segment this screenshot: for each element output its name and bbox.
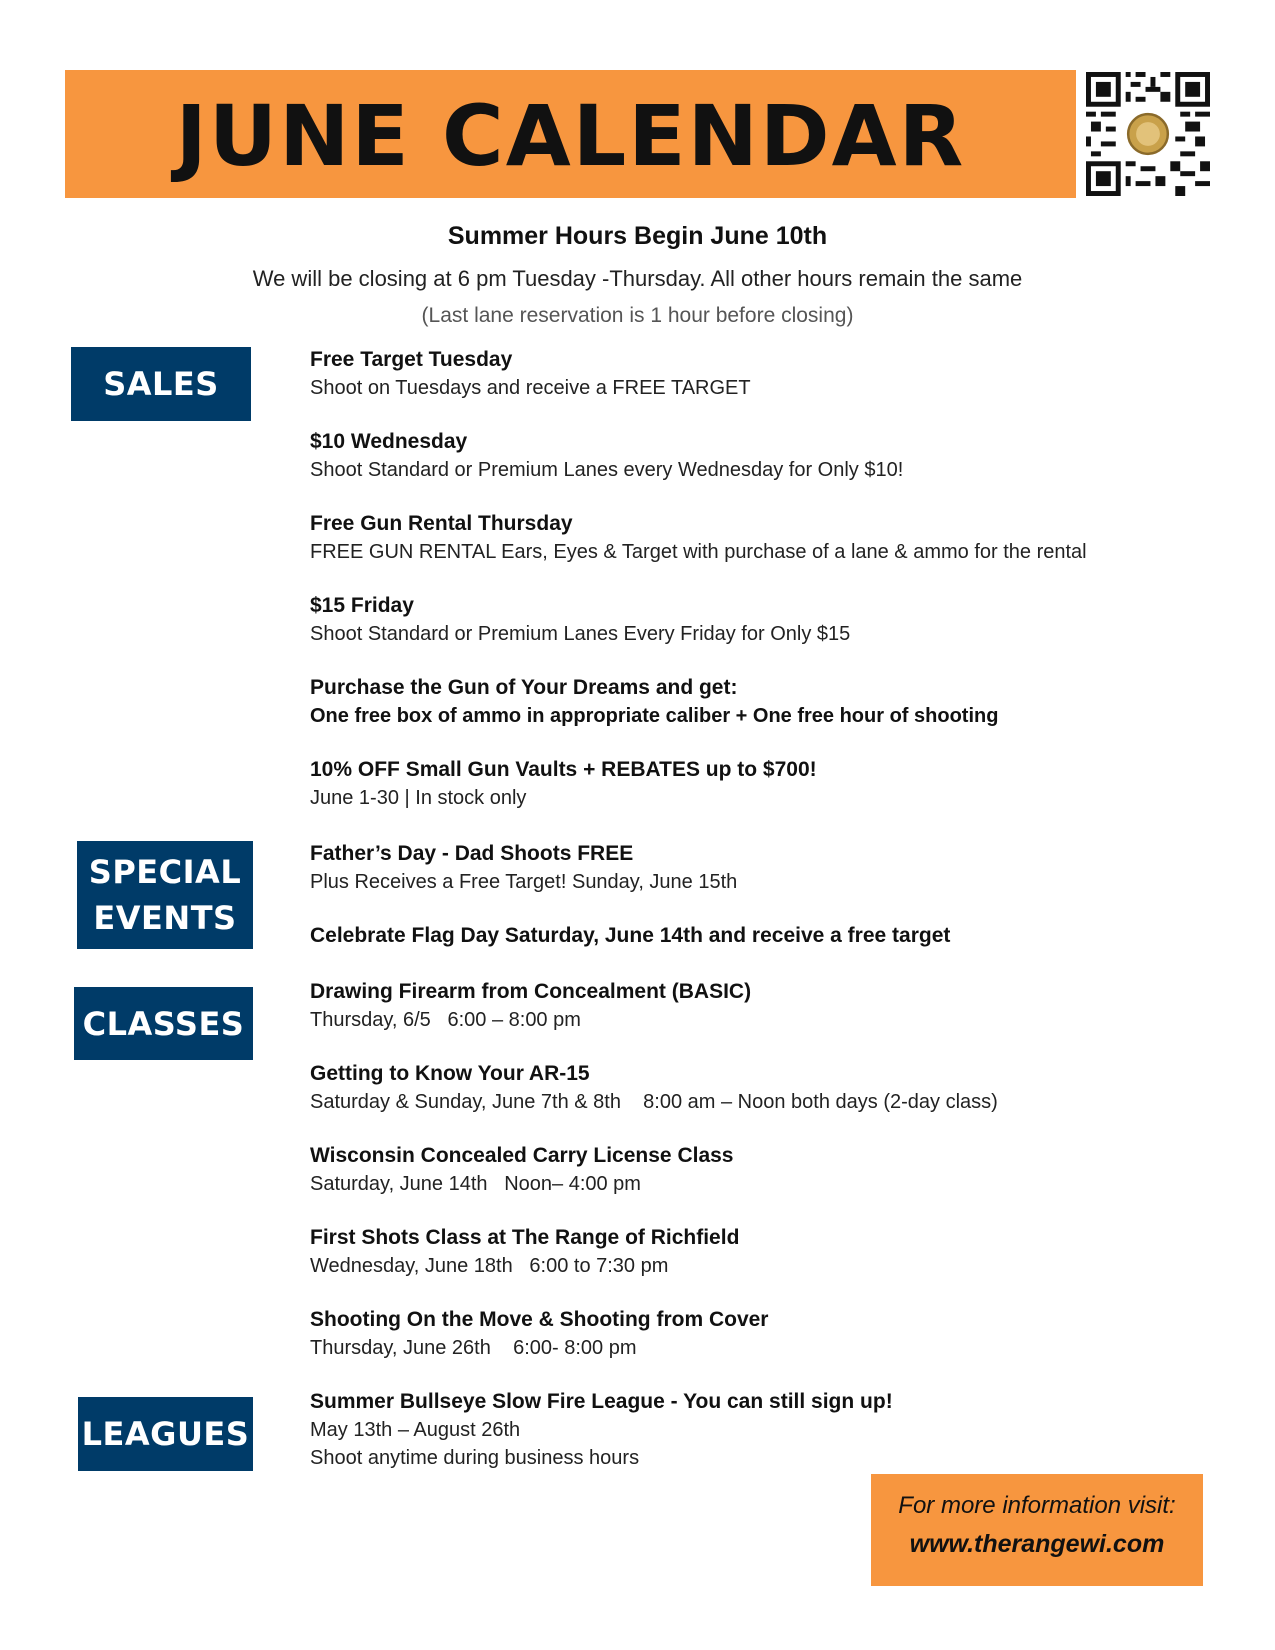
item-title: Summer Bullseye Slow Fire League - You can still sign up! xyxy=(310,1390,893,1413)
item-title: Father’s Day - Dad Shoots FREE xyxy=(310,842,634,865)
item-title: $10 Wednesday xyxy=(310,430,468,453)
sales-item xyxy=(310,756,1140,812)
item-title: First Shots Class at The Range of Richfield xyxy=(310,1226,740,1249)
page-title: JUNE CALENDAR xyxy=(175,87,966,185)
item-desc: June 1-30 | In stock only xyxy=(310,787,527,809)
class-item xyxy=(310,1060,1140,1116)
item-title: Free Target Tuesday xyxy=(310,348,513,371)
item-desc: FREE GUN RENTAL Ears, Eyes & Target with purchase of a lane & ammo for the rental xyxy=(310,541,1087,563)
item-desc-2: Shoot anytime during business hours xyxy=(310,1447,640,1469)
sales-item xyxy=(310,510,1140,566)
sales-item xyxy=(310,428,1140,484)
item-title: $15 Friday xyxy=(310,594,414,617)
website-link[interactable]: www.therangewi.com xyxy=(909,1530,1165,1558)
summer-hours-line: We will be closing at 6 pm Tuesday -Thursday. All other hours remain the same xyxy=(252,266,1023,291)
class-item xyxy=(310,1142,1140,1198)
item-desc: Thursday, 6/5 6:00 – 8:00 pm xyxy=(310,1009,581,1031)
item-title: Getting to Know Your AR-15 xyxy=(310,1062,590,1085)
item-title: Shooting On the Move & Shooting from Cover xyxy=(310,1308,769,1331)
special-events-label xyxy=(77,841,253,949)
special-events-label-line1: SPECIAL xyxy=(88,853,242,891)
sales-label xyxy=(71,347,251,421)
item-title: Purchase the Gun of Your Dreams and get: xyxy=(310,676,738,699)
item-desc: Saturday, June 14th Noon– 4:00 pm xyxy=(310,1173,641,1195)
item-desc: Saturday & Sunday, June 7th & 8th 8:00 am – Noon both days (2-day class) xyxy=(310,1091,998,1113)
qr-code-icon[interactable] xyxy=(1086,72,1210,196)
item-desc: Thursday, June 26th 6:00- 8:00 pm xyxy=(310,1337,637,1359)
item-title: Drawing Firearm from Concealment (BASIC) xyxy=(310,980,752,1003)
item-desc: One free box of ammo in appropriate caliber + One free hour of shooting xyxy=(310,705,999,727)
item-desc: Wednesday, June 18th 6:00 to 7:30 pm xyxy=(310,1255,669,1277)
leagues-label-text: LEAGUES xyxy=(81,1415,250,1453)
leagues-label xyxy=(78,1397,253,1471)
item-title: Free Gun Rental Thursday xyxy=(310,512,573,535)
item-title: Wisconsin Concealed Carry License Class xyxy=(310,1144,734,1167)
item-desc: May 13th – August 26th xyxy=(310,1419,521,1441)
info-text: For more information visit: xyxy=(898,1492,1176,1519)
class-item xyxy=(310,1306,1140,1362)
special-event-item xyxy=(310,922,1140,950)
sales-item xyxy=(310,674,1140,730)
classes-label xyxy=(74,987,253,1060)
sales-label-text: SALES xyxy=(103,365,219,403)
sales-item xyxy=(310,592,1140,648)
sales-item xyxy=(310,346,1140,402)
info-box xyxy=(871,1474,1203,1586)
special-events-label-line2: EVENTS xyxy=(93,899,237,937)
item-title: 10% OFF Small Gun Vaults + REBATES up to $700! xyxy=(310,758,817,781)
class-item xyxy=(310,1224,1140,1280)
item-desc: Plus Receives a Free Target! Sunday, June 15th xyxy=(310,871,738,893)
item-desc: Shoot Standard or Premium Lanes every Wednesday for Only $10! xyxy=(310,459,904,481)
item-title: Celebrate Flag Day Saturday, June 14th and receive a free target xyxy=(310,924,951,947)
class-item xyxy=(310,978,1140,1034)
special-event-item xyxy=(310,840,1140,896)
header-banner xyxy=(65,70,1076,198)
classes-label-text: CLASSES xyxy=(82,1004,245,1043)
item-desc: Shoot on Tuesdays and receive a FREE TARGET xyxy=(310,377,751,399)
summer-hours-note: (Last lane reservation is 1 hour before closing) xyxy=(421,304,854,327)
league-item xyxy=(310,1388,1140,1472)
summer-hours-title: Summer Hours Begin June 10th xyxy=(447,222,828,250)
item-desc: Shoot Standard or Premium Lanes Every Friday for Only $15 xyxy=(310,623,851,645)
